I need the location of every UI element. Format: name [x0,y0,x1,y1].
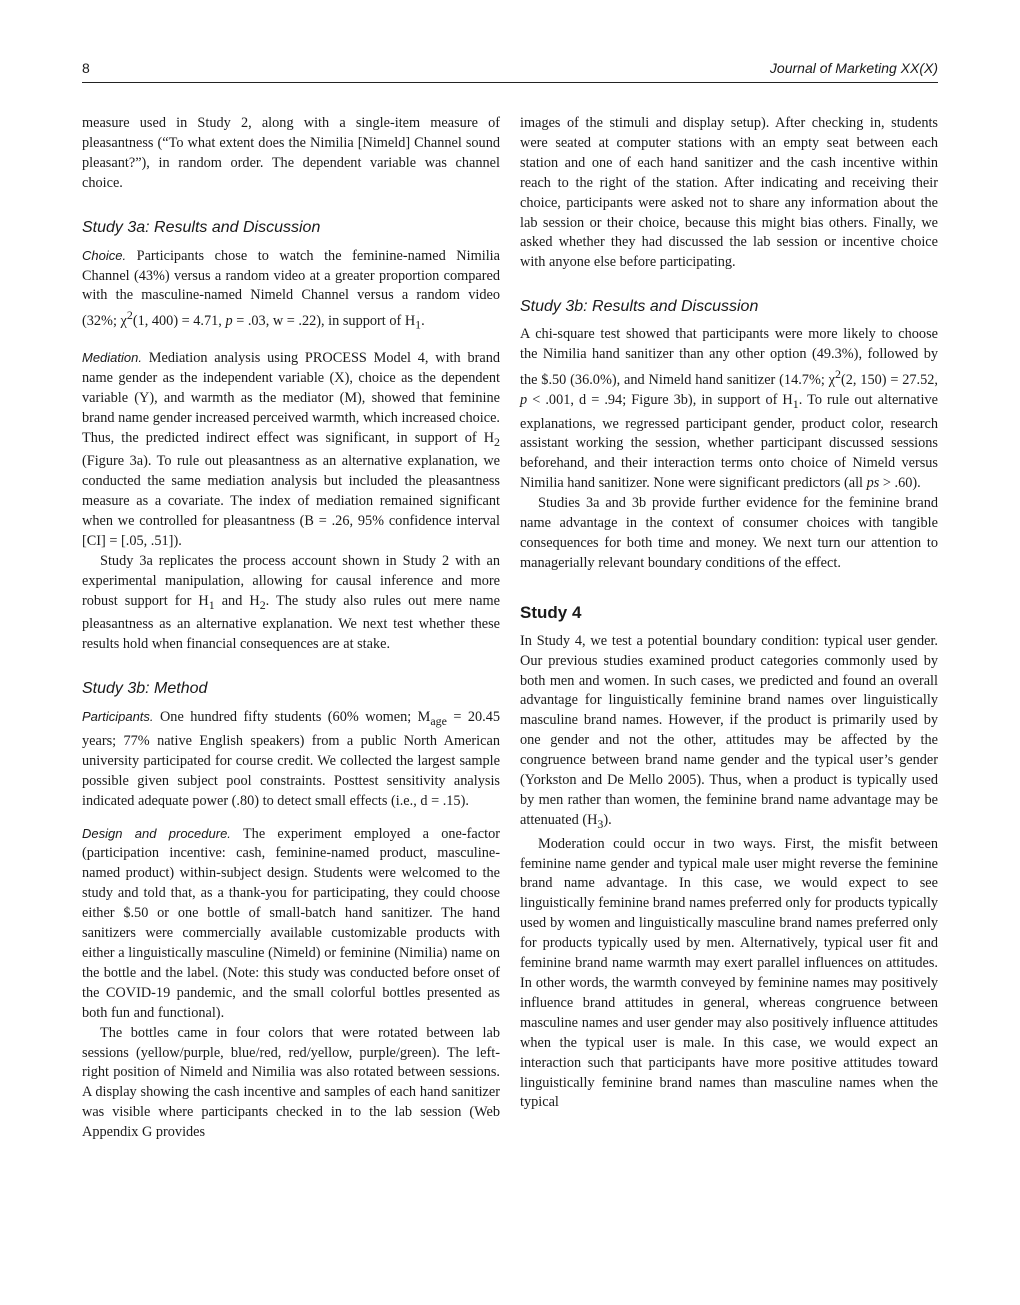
run-in-heading: Choice. [82,247,127,263]
paragraph-mediation: Mediation. Mediation analysis using PROCESS Model 4, with brand name gender as the independent variable (X), choice as the dependent variable (Y), and warmth as the mediator (M), showed that feminine brand name gender increased perceived warmth, which increased choice. Thus, the predicted indirect effect was significant, in support of $H_2$ (Figure 3a). To rule out pleasantness as an alternative explanation, we conducted the same mediation analysis but included the pleasantness measure as a covariate. The index of mediation remained significant when we controlled for pleasantness (B = .26, 95% confidence interval [CI] = [.05, .51]). [82,349,500,549]
section-heading: Study 3a: Results and Discussion [82,218,321,236]
paragraph: measure used in Study 2, along with a single-item measure of pleasantness (“To what extent does the Nimilia [Nimeld] Channel sound pleasant?”), in random order. The dependent variable was channel choice. [82,115,500,191]
paragraph-chi-square: A chi-square test showed that participants were more likely to choose the Nimilia hand sanitizer than any other option (49.3%), followed by the $.50 (36.0%), and Nimeld hand sanitizer (14.7%; $\chi^2(2$, 150) = 27.52, p < .001, d = .94; Figure 3b), in support of $H_1$. To rule out alternative explanations, we regressed participant gender, product color, research assistant working the session, whether participant discussed sessions beforehand, and their interaction terms onto choice of Nimeld versus Nimilia hand sanitizer. None were significant predictors (all ps > .60). [520,326,938,492]
journal-title: Journal of Marketing XX(X) [769,60,938,76]
paragraph: Moderation could occur in two ways. First, the misfit between feminine name gender and typical male user might reverse the feminine brand name advantage. In this case, we would expect to see linguistically feminine brand names preferred only for products typically used by women and linguistically masculine brand names preferred only for products typically used by men. Alternatively, typical user fit and feminine brand name warmth may exert parallel influences on attitudes. In other words, the warmth conveyed by feminine names may positively influence brand attitudes in general, whereas congruence between masculine names and user gender may also positively influence attitudes when the typical user is male. In this case, we would expect an interaction such that participants have more positive attitudes toward linguistically feminine brand names than masculine names when the typical [520,835,938,1111]
section-heading: Study 3b: Method [82,680,208,698]
run-in-heading: Design and procedure. [82,825,231,841]
paragraph-choice: Choice. Participants chose to watch the feminine-named Nimilia Channel (43%) versus a random video at a greater proportion compared with the masculine-named Nimeld Channel versus a random video (32%; $\chi^2(1$, 400) = 4.71, p = .03, w = .22), in support of $H_1$. [82,247,500,332]
paragraph: Study 3a replicates the process account shown in Study 2 with an experimental manipulation, allowing for causal inference and more robust support for $H_1$ and $H_2$. The study also rules out mere name pleasantness as an alternative explanation. We next test whether these results hold when financial consequences are at stake. [82,552,500,653]
paragraph: Studies 3a and 3b provide further evidence for the feminine brand name advantage in the context of consumer choices with tangible consequences for both time and money. We next turn our attention to managerially relevant boundary conditions of the effect. [520,495,938,571]
run-in-heading: Mediation. [82,349,142,365]
section-heading: Study 3b: Results and Discussion [520,298,759,316]
run-in-heading: Participants. [82,709,154,725]
paragraph-participants: Participants. One hundred fifty students (60% women; $M_{age} = 20.45$ years; 77% native English speakers) from a public North American university participated for course credit. We collected the largest sample possible given subject pool constraints. Posttest sensitivity analysis indicated adequate power (.80) to detect small effects (i.e., d = .15). [82,709,500,809]
section-heading: Study 4 [520,602,582,622]
paragraph: The bottles came in four colors that were rotated between lab sessions (yellow/purple, blue/red, red/yellow, purple/green). The left-right position of Nimeld and Nimilia was also rotated between sessions. A display showing the cash incentive and samples of each hand sanitizer was visible where participants checked in to the lab session (Web Appendix G provides [82,1024,500,1141]
left-column [82,114,500,1143]
running-header [82,60,938,83]
paragraph-design: Design and procedure. The experiment employed a one-factor (participation incentive: cash, feminine-named product, masculine-named product) within-subject design. Students were welcomed to the study and told that, as a thank-you for participating, they could choose either $.50 or one bottle of small-batch hand sanitizer. The hand sanitizers were commercially available customizable products with either a linguistically masculine (Nimeld) or feminine (Nimilia) name on the bottle and the label. (Note: this study was conducted before onset of the COVID-19 pandemic, and the small colorful bottles presented as both fun and functional). [82,825,501,1021]
paragraph-study4: In Study 4, we test a potential boundary condition: typical user gender. Our previous studies examined product categories commonly used by both men and women. In such cases, we predicted and found an overall advantage for linguistically feminine brand names over linguistically masculine brand names. However, if the product is primarily used by one gender and not the other, attitudes may be affected by the congruence between brand name gender and the typical user’s gender (Yorkston and De Mello 2005). Thus, when a product is typically used by men rather than women, the feminine brand name advantage may be attenuated $(H_3)$. [520,632,938,831]
right-column [520,114,938,1113]
page-number: 8 [82,60,90,76]
paragraph: images of the stimuli and display setup). After checking in, students were seated at computer stations with an empty seat between each station and one of each hand sanitizer and the cash incentive within reach to the right of the station. After indicating and receiving their choice, participants were asked not to share any information about the lab session or their choice, because this might bias others. Finally, we asked whether they had discussed the lab session or incentive choice with anyone else before participating. [520,115,938,271]
